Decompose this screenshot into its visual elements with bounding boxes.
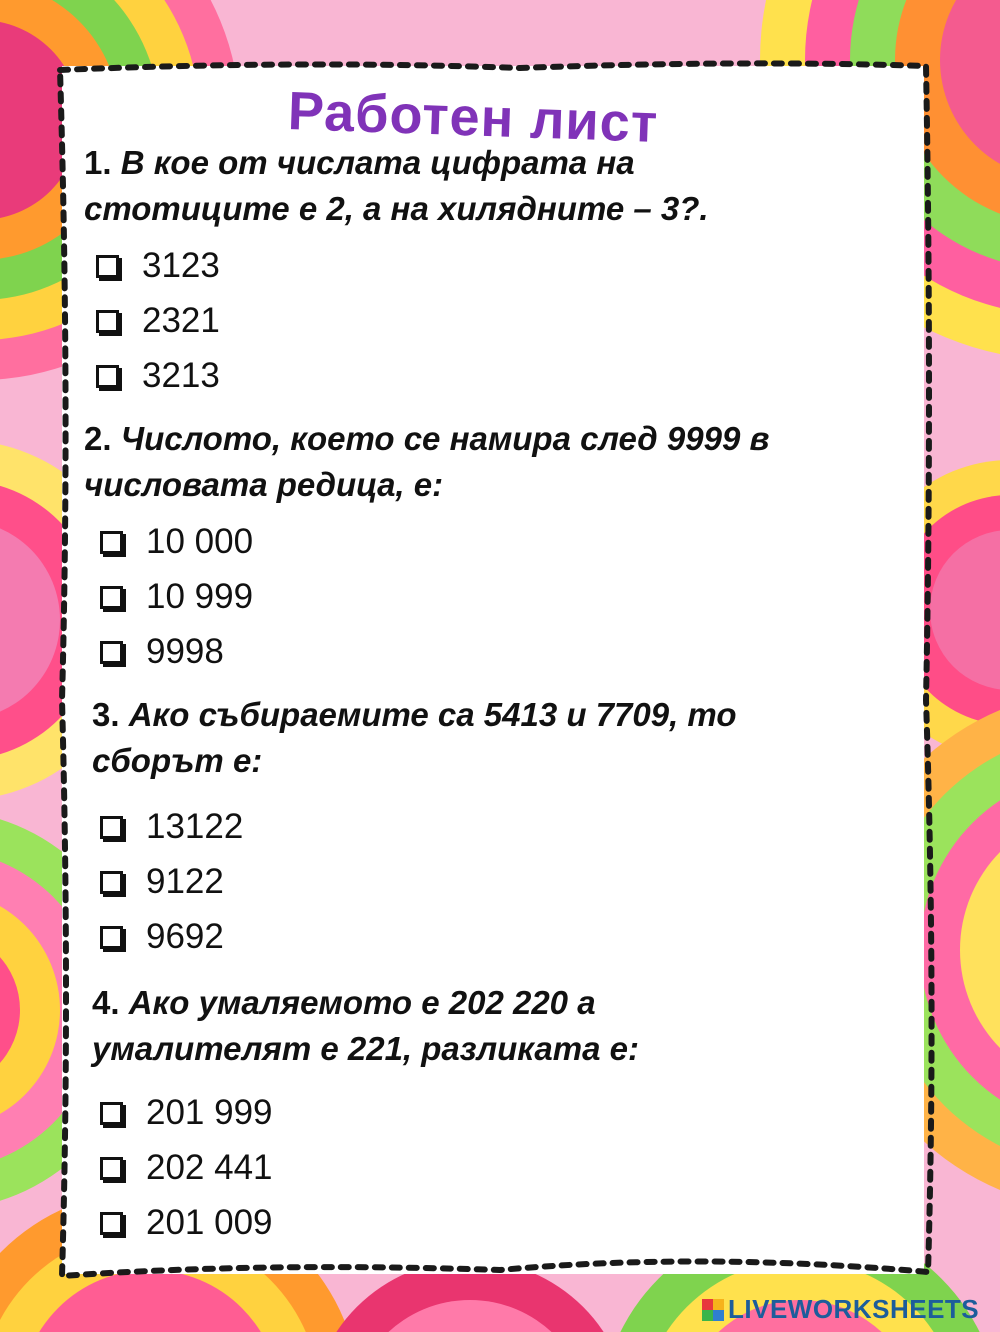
checkbox-icon[interactable] xyxy=(96,255,119,278)
answer-option[interactable] xyxy=(100,630,224,674)
answer-option[interactable] xyxy=(100,1201,273,1245)
option-label: 10 000 xyxy=(146,522,254,561)
option-label: 3123 xyxy=(142,246,220,285)
answer-option[interactable] xyxy=(100,520,253,564)
option-label: 3213 xyxy=(142,356,220,395)
option-label: 2321 xyxy=(142,301,220,340)
answer-option[interactable] xyxy=(100,1146,273,1190)
question-4 xyxy=(92,980,639,1072)
option-label: 201 999 xyxy=(146,1093,273,1132)
option-label: 201 009 xyxy=(146,1203,273,1242)
question-text-line1: В кое от числата цифрата на xyxy=(120,144,635,181)
checkbox-icon[interactable] xyxy=(100,871,123,894)
liveworksheets-logo-icon xyxy=(702,1299,724,1321)
answer-option[interactable] xyxy=(100,915,224,959)
question-number: 1. xyxy=(84,144,112,181)
answer-option[interactable] xyxy=(96,354,220,398)
question-text-line2: умалителят е 221, разликата е: xyxy=(92,1030,639,1067)
answer-option[interactable] xyxy=(100,575,253,619)
answer-option[interactable] xyxy=(100,860,224,904)
question-text-line2: сборът е: xyxy=(92,742,263,779)
watermark-text: LIVEWORKSHEETS xyxy=(728,1294,980,1324)
checkbox-icon[interactable] xyxy=(100,531,123,554)
question-1 xyxy=(84,140,709,232)
answer-option[interactable] xyxy=(96,299,220,343)
checkbox-icon[interactable] xyxy=(100,816,123,839)
checkbox-icon[interactable] xyxy=(100,1102,123,1125)
question-2 xyxy=(84,416,769,508)
question-number: 2. xyxy=(84,420,112,457)
question-text-line2: стотиците е 2, а на хилядните – 3?. xyxy=(84,190,709,227)
option-label: 13122 xyxy=(146,807,244,846)
answer-option[interactable] xyxy=(100,805,243,849)
answer-option[interactable] xyxy=(100,1091,273,1135)
worksheet-title: Работен лист xyxy=(286,81,660,154)
checkbox-icon[interactable] xyxy=(96,310,119,333)
checkbox-icon[interactable] xyxy=(100,1212,123,1235)
liveworksheets-watermark xyxy=(702,1294,979,1325)
option-label: 9692 xyxy=(146,917,224,956)
option-label: 9122 xyxy=(146,862,224,901)
question-number: 3. xyxy=(92,696,120,733)
checkbox-icon[interactable] xyxy=(100,586,123,609)
question-text-line1: Ако събираемите са 5413 и 7709, то xyxy=(128,696,737,733)
option-label: 202 441 xyxy=(146,1148,273,1187)
option-label: 10 999 xyxy=(146,577,254,616)
checkbox-icon[interactable] xyxy=(100,1157,123,1180)
question-number: 4. xyxy=(92,984,120,1021)
question-3 xyxy=(92,692,737,784)
question-text-line1: Ако умаляемото е 202 220 а xyxy=(128,984,596,1021)
checkbox-icon[interactable] xyxy=(96,365,119,388)
question-text-line2: числовата редица, е: xyxy=(84,466,444,503)
question-text-line1: Числото, което се намира след 9999 в xyxy=(120,420,770,457)
checkbox-icon[interactable] xyxy=(100,641,123,664)
checkbox-icon[interactable] xyxy=(100,926,123,949)
answer-option[interactable] xyxy=(96,244,220,288)
option-label: 9998 xyxy=(146,632,224,671)
